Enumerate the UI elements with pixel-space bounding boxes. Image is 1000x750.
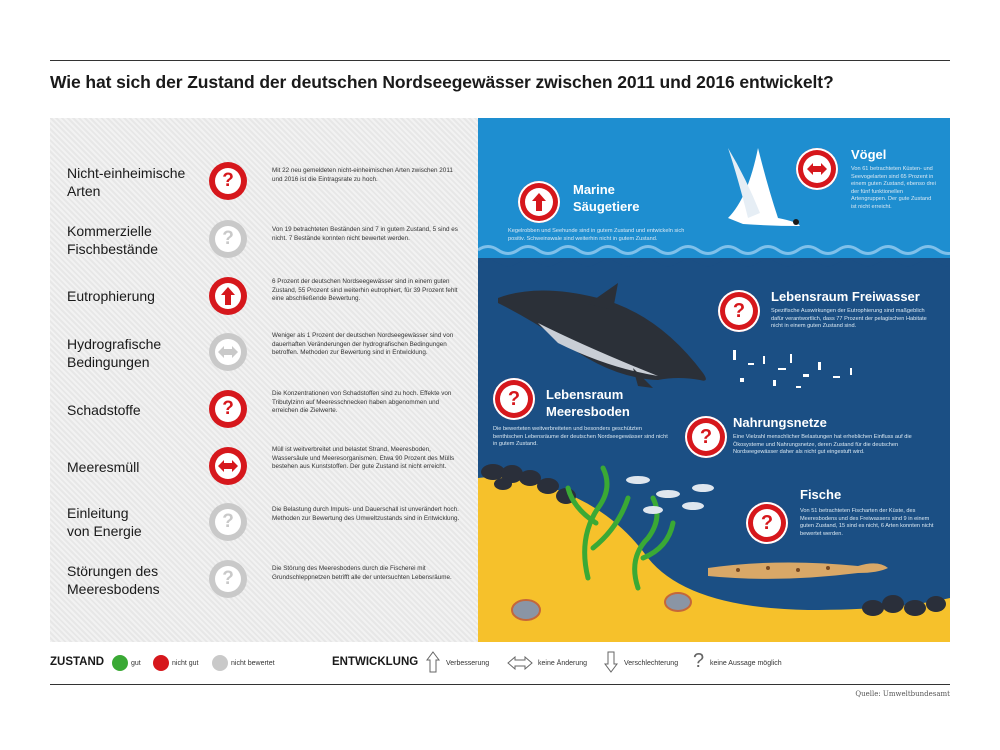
question-mark-icon: ?	[500, 385, 528, 413]
ecosystem-description: Von 61 betrachteten Küsten- und Seevogelarten sind 65 Prozent in einem guten Zustand, ebenso drei der fünf funktionellen Artengruppen. Der gute Zustand ist nicht erreicht.	[851, 166, 936, 210]
source-credit: Quelle: Umweltbundesamt	[855, 690, 950, 698]
ecosystem-label: Fische	[800, 487, 842, 502]
question-mark-icon: ?	[215, 226, 241, 252]
status-icon	[685, 416, 727, 458]
ecosystem-description: Von 51 betrachteten Fischarten der Küste, des Meeresbodens und des Freiwassers sind 9 in einem guten Zustand, 15 sind es nicht, 6 Arten konnten nicht bewertet werden.	[800, 508, 934, 537]
question-mark-icon: ?	[753, 509, 781, 537]
ocean-illustration	[478, 118, 950, 642]
criterion-description: Müll ist weitverbreitet und belastet Strand, Meeresboden, Wassersäule und Meeresorganismen. Etwa 90 Prozent des Mülls bestehen aus Kunststoffen. Der gute Zustand ist nicht erreicht.	[272, 446, 455, 471]
ecosystem-description: Kegelrobben und Seehunde sind in gutem Zustand und entwickeln sich positiv. Schweinswale sind weiterhin nicht in gutem Zustand.	[508, 228, 685, 242]
arrow-up-icon	[525, 188, 553, 216]
status-icon	[746, 502, 788, 544]
criterion-label: Meeresmüll	[67, 459, 140, 475]
ecosystem-label: Lebensraum Freiwasser	[771, 289, 920, 304]
status-icon	[493, 378, 535, 420]
bottom-rule	[50, 684, 950, 685]
status-icon	[209, 447, 247, 485]
legend-label: keine Änderung	[538, 660, 588, 667]
question-mark-icon: ?	[693, 650, 705, 672]
question-mark-icon: ?	[215, 509, 241, 535]
criteria-list	[50, 118, 478, 642]
status-icon	[518, 181, 560, 223]
question-mark-icon: ?	[692, 423, 720, 451]
criterion-description: Die Störung des Meeresbodens durch die Fischerei mit Grundschleppnetzen betrifft alle der untersuchten Lebensräume.	[272, 565, 452, 581]
status-icon	[209, 333, 247, 371]
legend-label: Verschlechterung	[624, 660, 679, 667]
arrow-left-right-icon	[507, 656, 533, 670]
criterion-label: Kommerzielle Fischbestände	[67, 223, 159, 257]
legend-entwicklung-heading: ENTWICKLUNG	[332, 656, 419, 668]
criterion-description: Weniger als 1 Prozent der deutschen Nordseegewässer sind von dauerhaften Veränderungen der hydrografischen Bedingungen betroffen. Methoden zur Bewertung sind in Entwicklung.	[272, 332, 454, 357]
legend-dot-good	[112, 655, 128, 671]
status-icon	[209, 503, 247, 541]
ecosystem-description: Die bewerteten weitverbreiteten und besonders geschützten benthischen Lebensräume der deutschen Nordseegewässer sind nicht in gutem Zustand.	[493, 426, 668, 448]
arrow-up-icon	[426, 651, 440, 673]
criterion-label: Störungen des Meeresbodens	[67, 563, 160, 597]
legend-label: nicht gut	[172, 660, 199, 667]
question-mark-icon: ?	[215, 566, 241, 592]
question-mark-icon: ?	[215, 168, 241, 194]
legend-label: Verbesserung	[446, 660, 490, 667]
status-icon	[209, 390, 247, 428]
criterion-description: 6 Prozent der deutschen Nordseegewässer sind in einem guten Zustand, 55 Prozent sind weiterhin eutrophiert, für 39 Prozent fehlt eine abschließende Bewertung.	[272, 278, 458, 303]
criterion-label: Schadstoffe	[67, 402, 141, 418]
criterion-label: Einleitung von Energie	[67, 505, 142, 539]
legend-label: keine Aussage möglich	[710, 660, 782, 667]
arrow-down-icon	[604, 651, 618, 673]
legend-label: nicht bewertet	[231, 660, 275, 667]
status-icon	[209, 220, 247, 258]
status-icon	[718, 290, 760, 332]
ecosystem-description: Spezifische Auswirkungen der Eutrophierung sind maßgeblich dafür verantwortlich, dass 77 Prozent der pelagischen Habitate nicht in einem guten Zustand sind.	[771, 308, 927, 330]
question-mark-icon: ?	[725, 297, 753, 325]
status-icon	[209, 560, 247, 598]
legend-zustand-heading: ZUSTAND	[50, 656, 105, 668]
criterion-label: Hydrografische Bedingungen	[67, 336, 162, 370]
question-mark-icon: ?	[215, 396, 241, 422]
criterion-description: Die Belastung durch Impuls- und Dauerschall ist unverändert hoch. Methoden zur Bewertung des Umweltzustands sind in Entwicklung.	[272, 506, 460, 522]
arrow-up-icon	[215, 283, 241, 309]
top-rule	[50, 60, 950, 61]
legend-label: gut	[131, 660, 141, 667]
criterion-description: Von 19 betrachteten Beständen sind 7 in gutem Zustand, 5 sind es nicht. 7 Bestände konnten nicht bewertet werden.	[272, 226, 458, 242]
infographic-panel	[50, 118, 950, 642]
status-icon	[209, 162, 247, 200]
ecosystem-description: Eine Vielzahl menschlicher Belastungen hat erheblichen Einfluss auf die Ökosysteme und Nahrungsnetze, deren Zustand für die deutschen Nordseegewässer daher als nicht gut eingestuft wird.	[733, 434, 912, 456]
arrow-left-right-icon	[803, 155, 831, 183]
ecosystem-label: Lebensraum Meeresboden	[546, 387, 630, 419]
page-title: Wie hat sich der Zustand der deutschen Nordseegewässer zwischen 2011 und 2016 entwickelt?	[50, 72, 834, 92]
criterion-description: Die Konzentrationen von Schadstoffen sind zu hoch. Effekte von Tributylzinn auf Meeresschnecken haben abgenommen und erreichen die Zielwerte.	[272, 390, 452, 415]
status-icon	[796, 148, 838, 190]
criterion-description: Mit 22 neu gemeldeten nicht-einheimischen Arten zwischen 2011 und 2016 ist die Eintragsrate zu hoch.	[272, 167, 453, 183]
criterion-label: Nicht-einheimische Arten	[67, 165, 186, 199]
arrow-left-right-icon	[215, 339, 241, 365]
legend-dot-not-rated	[212, 655, 228, 671]
arrow-left-right-icon	[215, 453, 241, 479]
legend-dot-not-good	[153, 655, 169, 671]
ecosystem-label: Vögel	[851, 147, 887, 162]
ecosystem-label: Marine Säugetiere	[573, 182, 640, 214]
status-icon	[209, 277, 247, 315]
criterion-label: Eutrophierung	[67, 288, 155, 304]
ecosystem-label: Nahrungsnetze	[733, 415, 827, 430]
